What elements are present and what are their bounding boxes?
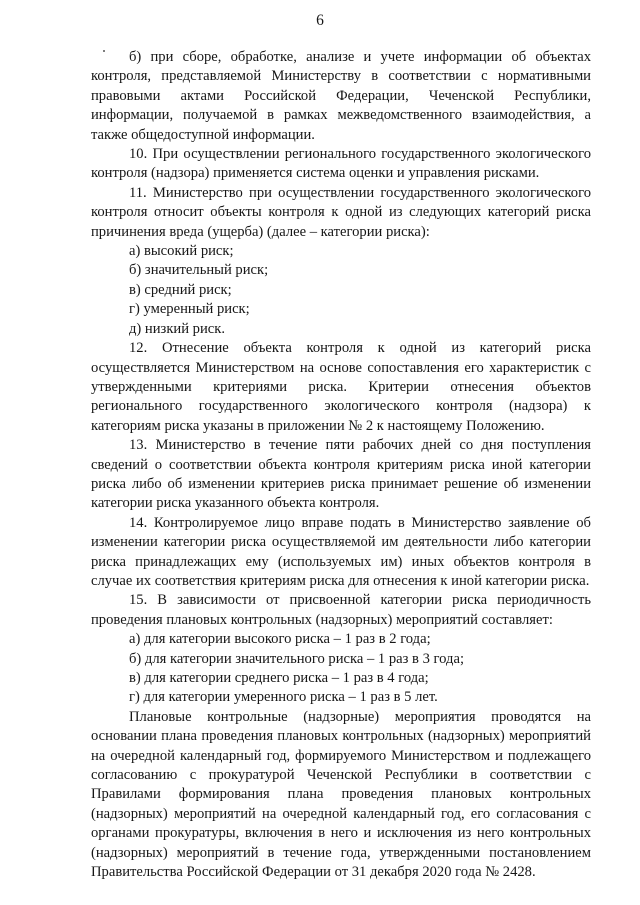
list-item-frequency-high: а) для категории высокого риска – 1 раз в 2 года; [129, 631, 431, 648]
list-item-medium-risk: в) средний риск; [129, 281, 232, 298]
list-item-high-risk: а) высокий риск; [129, 243, 234, 260]
list-item-frequency-significant: б) для категории значительного риска – 1 раз в 3 года; [129, 650, 464, 667]
paragraph-11: 11. Министерство при осуществлении государственного экологического контроля относит объекты контроля к одной из следующих категорий риска причинения вреда (ущерба) (далее – категории риска): [91, 184, 591, 240]
paragraph-15: 15. В зависимости от присвоенной категории риска периодичность проведения плановых контрольных (надзорных) мероприятий составляет: [91, 592, 591, 628]
page-number: 6 [316, 12, 324, 29]
paragraph-9b: б) при сборе, обработке, анализе и учете информации об объектах контроля, представляемой Министерству в соответствии с нормативными правовыми актами Российской Федерации, Чеченской Республики, информации, получаемой в рамках межведомственного взаимодействия, а также общедоступной информации. [91, 49, 591, 143]
paragraph-12: 12. Отнесение объекта контроля к одной из категорий риска осуществляется Министерством на основе сопоставления его характеристик с утвержденными критериями риска. Критерии отнесения объектов регионального государственного экологического контроля (надзора) к категориям риска указаны в приложении № 2 к настоящему Положению. [91, 340, 591, 434]
paragraph-planned-inspections: Плановые контрольные (надзорные) мероприятия проводятся на основании плана проведения плановых контрольных (надзорных) мероприятий на очередной календарный год, формируемого Министерством и подлежащего согласованию с прокуратурой Чеченской Республики в соответствии с Правилами формирования плана проведения плановых контрольных (надзорных) мероприятий на очередной календарный год, его согласования с органами прокуратуры, включения в него и исключения из него контрольных (надзорных) мероприятий в течение года, утвержденными постановлением Правительства Российской Федерации от 31 декабря 2020 года № 2428. [91, 708, 591, 881]
paragraph-14: 14. Контролируемое лицо вправе подать в Министерство заявление об изменении категории риска осуществляемой им деятельности либо категории риска принадлежащих ему (используемых им) иных объектов контроля в случае их соответствия критериям риска для отнесения к иной категории риска. [91, 514, 591, 589]
list-item-moderate-risk: г) умеренный риск; [129, 301, 250, 318]
list-item-frequency-medium: в) для категории среднего риска – 1 раз в 4 года; [129, 670, 429, 686]
paragraph-10: 10. При осуществлении регионального государственного экологического контроля (надзора) применяется система оценки и управления рисками. [91, 146, 591, 182]
list-item-significant-risk: б) значительный риск; [129, 262, 269, 279]
list-item-frequency-moderate: г) для категории умеренного риска – 1 раз в 5 лет. [129, 689, 438, 706]
paragraph-13: 13. Министерство в течение пяти рабочих дней со дня поступления сведений о соответствии объекта контроля критериям риска иной категории риска либо об изменении критериев риска принимает решение об изменении категории риска указанного объекта контроля. [91, 437, 591, 512]
list-item-low-risk: д) низкий риск. [129, 320, 225, 337]
document-body [91, 48, 591, 882]
